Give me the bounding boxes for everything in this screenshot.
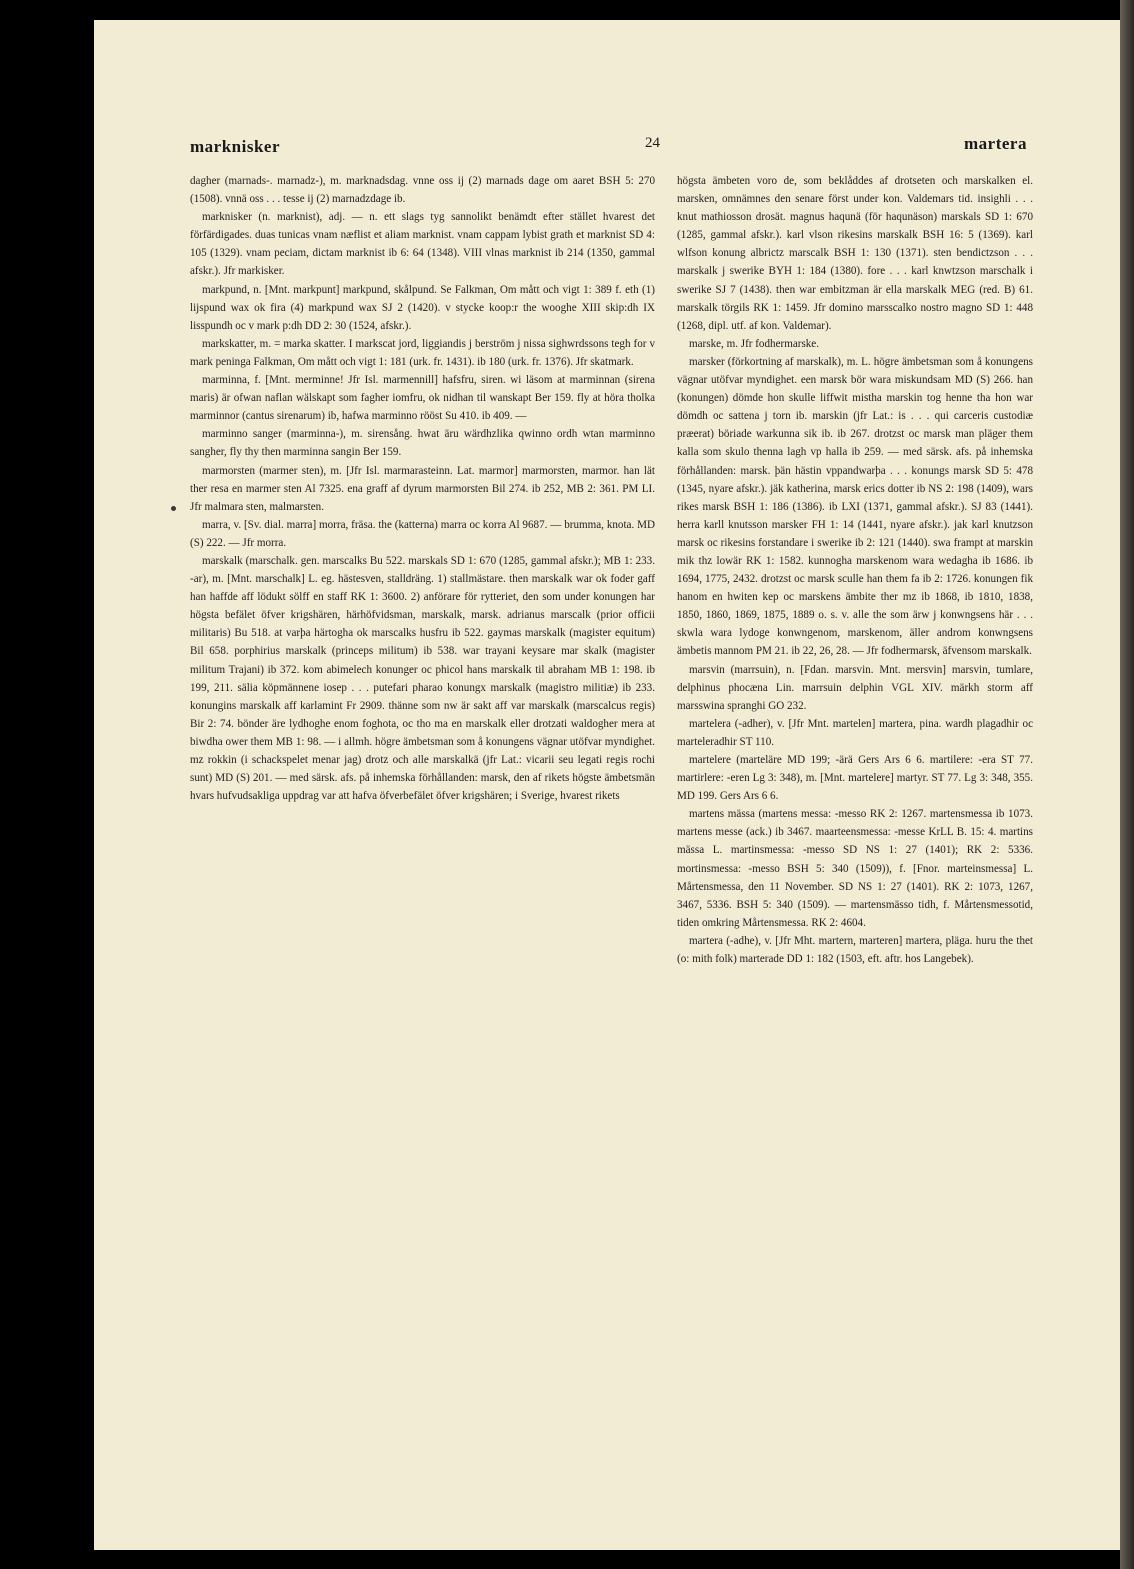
left-column	[190, 172, 655, 805]
margin-dot	[171, 506, 176, 511]
dictionary-entry: marmorsten (marmer sten), m. [Jfr Isl. marmarasteinn. Lat. marmor] marmorsten, marmor. han lät ther resa en marmer sten Al 7325. ena graff af dyrum marmorsten Bil 274. ib 252, MB 2: 361. PM LI. Jfr malmara sten, malmarsten.	[190, 464, 655, 513]
dictionary-entry: martens mässa (martens messa: -messo RK 2: 1267. martensmessa ib 1073. martens messe (ack.) ib 3467. maarteensmessa: -messe KrLL B. 15: 4. martins mässa L. martinsmessa: -messo SD NS 1: 27 (1401); RK 2: 5336. mortinsmessa: -messo BSH 5: 340 (1509)), f. [Fnor. marteinsmessa] L. Mårtensmessa, den 11 November. SD NS 1: 27 (1401). RK 2: 1073, 1267, 3467, 5336. BSH 5: 340 (1509). — martensmässo tidh, f. Mårtensmessotid, tiden omkring Mårtensmessa. RK 2: 4604.	[677, 808, 1033, 929]
dictionary-entry: martelere (marteläre MD 199; -ärä Gers Ars 6 6. martilere: -era ST 77. martirlere: -eren Lg 3: 348), m. [Mnt. martelere] martyr. ST 77. Lg 3: 348, 355. MD 199. Gers Ars 6 6.	[677, 754, 1033, 803]
dictionary-entry: marra, v. [Sv. dial. marra] morra, fräsa. the (katterna) marra oc korra Al 9687. — brumma, knota. MD (S) 222. — Jfr morra.	[190, 518, 655, 549]
right-column	[677, 172, 1033, 968]
dictionary-entry: markskatter, m. = marka skatter. I markscat jord, liggiandis j berström j nissa sighwrdssons tegh for v mark peninga Falkman, Om mått och vigt 1: 181 (urk. fr. 1431). ib 180 (urk. fr. 1376). Jfr skatmark.	[190, 337, 655, 368]
dictionary-entry: marminna, f. [Mnt. merminne! Jfr Isl. marmennill] hafsfru, siren. wi läsom at marminnan (sirena maris) är ofwan naflan wälskapt som fagher iomfru, ok nidhan til wanskapt Ber 159. fly at höra tholka marminnor (cantus sirenarum) ib, hafwa marminno rööst Su 410. ib 409. —	[190, 374, 655, 423]
running-head-right: martera	[964, 134, 1027, 153]
page-number: 24	[645, 135, 660, 151]
dictionary-entry: marskalk (marschalk. gen. marscalks Bu 522. marskals SD 1: 670 (1285, gammal afskr.); MB 1: 233. -ar), m. [Mnt. marschalk] L. eg. hästesven, stalldräng. 1) stallmästare. then marskalk war ok foder gaff han haffde aff lödukt sölff en staff RK 1: 3600. 2) anförare för rytteriet, den som under konungen har högsta befälet öfver krigshären, härhöfvidsman, marskalk, marsk. adrianus marscalk (prior officii militaris) Bu 518. at varþa härtogha ok marscalks husfru ib 522. gaymas marskalk (magister equitum) Bil 658. porphirius marskalk (princeps militum) ib 538. war trayani keysare mar skalk (magister militum Trajani) ib 372. kom abimelech konunger oc phicol hans marskalk til abraham MB 1: 198. ib 199, 211. sälia köpmännene iosep . . . putefari pharao konungx marskalk (magistro militiæ) ib 233. konungins marskalk aff karlamint Fr 2909. thänne som nw är sakt aff var marskalk (marscalcus regis) Bir 2: 74. bönder äre lydhoghe enom foghota, oc tho ma en marskalk eller drotzati waldogher mera at biwdha ower them MB 1: 98. — i allmh. högre ämbetsman som å konungens vägnar utöfvar myndighet. mz rokkin (i schackspelet menar jag) drotz och alle marskalkä (jfr Lat.: vicarii seu legati regis rochi sunt) MD (S) 201. — med särsk. afs. på inhemska förhållanden: marsk, den af rikets högste ämbetsmän hvars hufvudsakliga uppdrag var att hafva öfverbefälet öfver krigshären; i Sverige, hvarest rikets	[190, 554, 655, 803]
dictionary-entry: marknisker (n. marknist), adj. — n. ett slags tyg sannolikt benämdt efter stället hvarest det förfärdigades. duas tunicas vnam næflist et aliam marknist. vnam cappam lybist grath et marknist SD 4: 105 (1329). vnam peciam, dictam marknist ib 6: 64 (1348). VIII vlnas marknist ib 214 (1350, gammal afskr.). Jfr markisker.	[190, 211, 655, 278]
dictionary-entry: högsta ämbeten voro de, som beklåddes af drotseten och marskalken el. marsken, omnämnes den senare först under kon. Valdemars tid. insighli . . . knut mathiosson drosät. magnus haqunä (för haqunäson) marskals SD 1: 670 (1285, gammal afskr.). karl vlson rikesins marskalk BSH 16: 5 (1369). karl wlfson konung albrictz marscalk BSH 1: 130 (1371). sten bendictzson . . . marskalk j swerike BYH 1: 184 (1380). fore . . . karl knwtzson marschalk i swerike SJ 7 (1438). then war embitzman är ella marskalk MEG (red. B) 61. marskalk törgils RK 1: 1459. Jfr domino marsscalko nostro magno SD 1: 448 (1268, dipl. utf. af kon. Valdemar).	[677, 175, 1033, 332]
dictionary-entry: markpund, n. [Mnt. markpunt] markpund, skålpund. Se Falkman, Om mått och vigt 1: 389 f. eth (1) lijspund wax ok fira (4) markpund wax SJ 2 (1420). v stycke koop:r the wooghe XIII skip:dh IX lisspundh oc v mark p:dh DD 2: 30 (1524, afskr.).	[190, 283, 655, 332]
dictionary-entry: marske, m. Jfr fodhermarske.	[689, 337, 819, 350]
dictionary-entry: martelera (-adher), v. [Jfr Mnt. martelen] martera, pina. wardh plagadhir oc marteleradhir ST 110.	[677, 717, 1033, 748]
dictionary-entry: dagher (marnads-. marnadz-), m. marknadsdag. vnne oss ij (2) marnads dage om aaret BSH 5: 270 (1508). vnnä oss . . . tesse ij (2) marnadzdage ib.	[190, 175, 655, 206]
scan-edge	[1120, 0, 1134, 1569]
running-head-left: marknisker	[190, 137, 280, 156]
dictionary-entry: marsker (förkortning af marskalk), m. L. högre ämbetsman som å konungens vägnar utöfvar myndighet. een marsk bör wara miskundsam MD (S) 266. han (konungen) dömde hon skulle liffwit mistha marskin tog henne tha hon war dömdh oc sattena j torn ib. marskin (jfr Lat.: is . . . qui carceris custodiæ præerat) böriade warkunna sik ib. ib 267. drotzst oc marsk man pläger them kalla som skulo thenna lagh vp halla ib 259. — med särsk. afs. på inhemska förhållanden: marsk. þän hästin vppandwarþa . . . konungs marsk SD 5: 478 (1345, nyare afskr.). jäk katherina, marsk erics dotter ib NS 2: 198 (1409), wars rikes marsk BSH 1: 186 (1386). ib LXI (1371, gammal afskr.). SJ 83 (1441). herra karll knutsson marsker FH 1: 14 (1441, nyare afskr.). jak karl knutzson marsk oc rikesins forstandare i swerike ib 2: 121 (1440). swa frampt at marskin mik thz lowär RK 1: 1582. kunnogha marskenom wara wedagha ib 1686. ib 1694, 1775, 2432. drotzst oc marsk sculle han them fa ib 2: 1726. konungen fik hanom en hwiten kep oc marskens ämbite ther mz ib 1868, ib 1810, 1838, 1850, 1860, 1869, 1875, 1889 o. s. v. alle the som ärw j konwngsens här . . . skwla wara lydoge konwngenom, marskenom, äller androm konwngsens ämbetis mannom PM 21. ib 22, 26, 28. — Jfr fodhermarsk, äfvensom marskalk.	[677, 355, 1033, 658]
dictionary-entry: martera (-adhe), v. [Jfr Mht. martern, marteren] martera, pläga. huru the thet (o: mith folk) marterade DD 1: 182 (1503, eft. aftr. hos Langebek).	[677, 934, 1033, 966]
dictionary-entry: marminno sanger (marminna-), m. sirensång. hwat äru wärdhzlika qwinno ordh wtan marminno sangher, fly thy then marminna sangin Ber 159.	[190, 428, 655, 459]
dictionary-entry: marsvin (marrsuin), n. [Fdan. marsvin. Mnt. mersvin] marsvin, tumlare, delphinus phocæna Lin. marrsuin delphin VGL XIV. märkh storm aff marsswina spranghi GO 232.	[677, 663, 1033, 712]
